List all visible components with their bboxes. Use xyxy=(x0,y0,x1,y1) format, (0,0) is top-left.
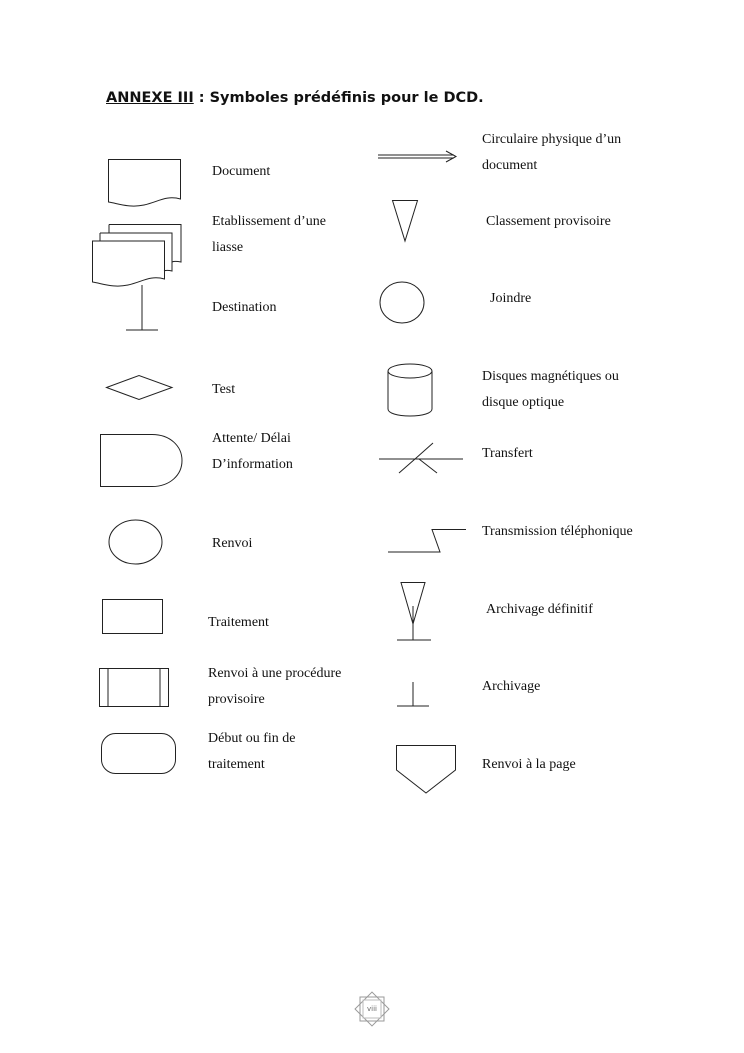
label-renvoi-procedure xyxy=(208,661,341,713)
label-line: Archivage xyxy=(482,679,541,694)
label-line: Transmission téléphonique xyxy=(482,524,633,539)
label-line: traitement xyxy=(208,757,265,772)
test-symbol-icon xyxy=(106,375,174,401)
label-archivage xyxy=(482,674,540,700)
label-line: Attente/ Délai xyxy=(212,431,291,446)
label-archivage-definitif xyxy=(486,597,593,623)
debut-fin-symbol-icon xyxy=(101,733,177,775)
label-line: disque optique xyxy=(482,395,565,410)
label-transmission xyxy=(482,519,633,545)
label-document xyxy=(212,159,270,185)
archivage-definitif-icon xyxy=(395,582,435,644)
label-line: document xyxy=(482,158,538,173)
label-line: provisoire xyxy=(208,692,265,707)
label-transfert xyxy=(482,441,533,467)
label-line: Renvoi xyxy=(212,536,253,551)
label-line: Joindre xyxy=(490,291,532,306)
archivage-icon xyxy=(396,682,432,710)
label-line: Disques magnétiques ou xyxy=(482,369,619,384)
disques-cylinder-icon xyxy=(387,363,435,417)
label-attente xyxy=(212,426,293,478)
label-destination xyxy=(212,295,277,321)
destination-symbol-icon xyxy=(125,285,159,333)
label-test xyxy=(212,377,235,403)
label-line: Circulaire physique d’un xyxy=(482,132,622,147)
label-joindre xyxy=(490,286,531,312)
joindre-circle-icon xyxy=(379,281,427,325)
title-text: : Symboles prédéfinis pour le DCD. xyxy=(193,90,484,106)
label-classement xyxy=(486,209,611,235)
label-line: Etablissement d’une xyxy=(212,214,326,229)
label-debut-fin xyxy=(208,726,295,778)
label-line: Traitement xyxy=(208,615,269,630)
attente-symbol-icon xyxy=(100,434,184,488)
renvoi-symbol-icon xyxy=(108,519,164,567)
label-line: liasse xyxy=(212,240,244,255)
label-liasse xyxy=(212,209,326,261)
transmission-zigzag-icon xyxy=(388,528,468,554)
label-line: Renvoi à une procédure xyxy=(208,666,342,681)
label-line: Document xyxy=(212,164,271,179)
document-symbol-icon xyxy=(108,159,182,207)
label-circulaire xyxy=(482,127,621,179)
page-title xyxy=(106,90,484,106)
label-line: Renvoi à la page xyxy=(482,757,576,772)
label-renvoi-page xyxy=(482,752,576,778)
classement-triangle-icon xyxy=(392,200,420,244)
circulaire-arrow-icon xyxy=(378,150,458,164)
renvoi-procedure-symbol-icon xyxy=(99,668,171,708)
traitement-symbol-icon xyxy=(102,599,164,635)
transfert-arrow-icon xyxy=(379,443,465,475)
liasse-symbol-icon xyxy=(92,224,184,288)
page-number: viii xyxy=(367,1005,377,1013)
label-line: Début ou fin de xyxy=(208,731,296,746)
label-line: Transfert xyxy=(482,446,533,461)
label-line: Destination xyxy=(212,300,277,315)
label-disques xyxy=(482,364,619,416)
label-line: Classement provisoire xyxy=(486,214,611,229)
label-renvoi xyxy=(212,531,252,557)
label-line: Test xyxy=(212,382,236,397)
label-line: D’information xyxy=(212,457,293,472)
label-line: Archivage définitif xyxy=(486,602,593,617)
renvoi-page-pentagon-icon xyxy=(396,745,458,795)
title-annex-label: ANNEXE III xyxy=(106,90,194,106)
label-traitement xyxy=(208,610,269,636)
